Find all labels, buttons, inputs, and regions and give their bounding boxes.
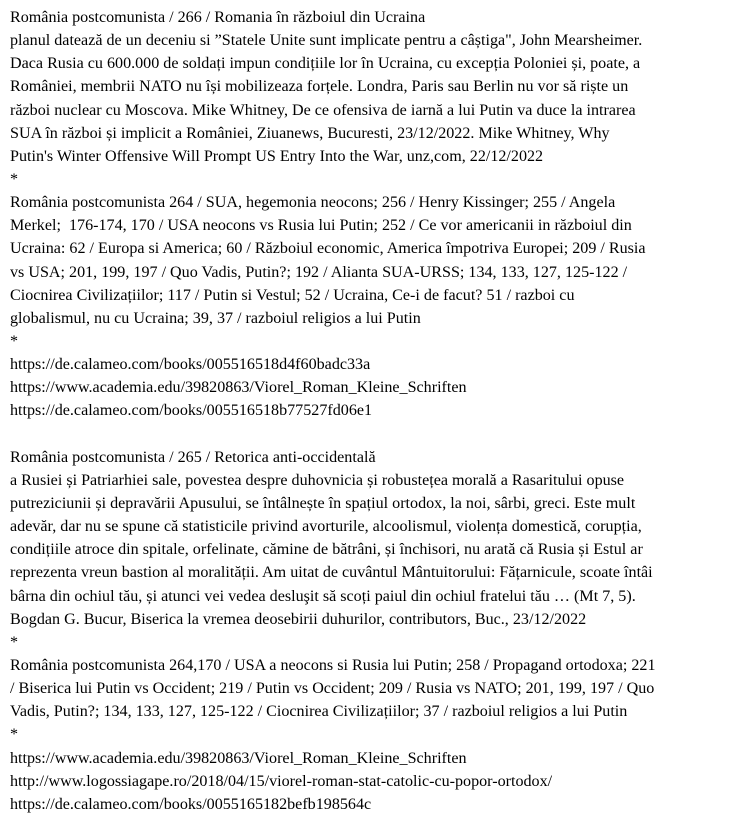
- reference-line: globalismul, nu cu Ucraina; 39, 37 / razboiul religios a lui Putin: [10, 309, 421, 327]
- blank-line: [10, 423, 756, 446]
- separator-asterisk: *: [10, 332, 19, 350]
- url-line: http://www.logossiagape.ro/2018/04/15/viorel-roman-stat-catolic-cu-popor-ortodox/: [10, 772, 553, 790]
- paragraph-line: planul datează de un deceniu si ”Statele Unite sunt implicate pentru a câștiga", John Mearsheimer.: [10, 32, 643, 50]
- reference-line: România postcomunista 264,170 / USA a neocons si Rusia lui Putin; 258 / Propagand ortodoxa; 221: [10, 656, 656, 674]
- separator-asterisk: *: [10, 170, 19, 188]
- paragraph-line: SUA în război și implicit a României, Ziuanews, Bucuresti, 23/12/2022. Mike Whitney, Why: [10, 124, 610, 142]
- reference-line: Vadis, Putin?; 134, 133, 127, 125-122 / Ciocnirea Civilizațiilor; 37 / razboiul religios a lui Putin: [10, 703, 628, 721]
- paragraph-line: putreziciunii și depravării Apusului, se întâlnește în spațiul ortodox, la noi, sârbi, greci. Este mult: [10, 494, 636, 512]
- reference-line: Ciocnirea Civilizațiilor; 117 / Putin si Vestul; 52 / Ucraina, Ce-i de facut? 51 / razboi cu: [10, 286, 575, 304]
- separator-asterisk: *: [10, 726, 19, 744]
- section-romania-266: [10, 6, 756, 423]
- paragraph-line: a Rusiei și Patriarhiei sale, povestea despre duhovnicia și robustețea morală a Rasaritului opuse: [10, 471, 625, 489]
- paragraph-line: României, membrii NATO nu își mobilizeaza forțele. Londra, Paris sau Berlin nu vor să riște un: [10, 78, 629, 96]
- url-line: https://www.academia.edu/39820863/Viorel_Roman_Kleine_Schriften: [10, 749, 467, 767]
- section-heading: România postcomunista / 265 / Retorica anti-occidentală: [10, 448, 376, 466]
- section-heading: România postcomunista / 266 / Romania în războiul din Ucraina: [10, 9, 426, 26]
- paragraph-line: reprezenta vreun bastion al moralității. Am uitat de cuvântul Mântuitorului: Fățarnicule, scoate întâi: [10, 564, 653, 582]
- reference-line: vs USA; 201, 199, 197 / Quo Vadis, Putin?; 192 / Alianta SUA-URSS; 134, 133, 127, 125-122 /: [10, 263, 628, 281]
- reference-line: România postcomunista 264 / SUA, hegemonia neocons; 256 / Henry Kissinger; 255 / Angela: [10, 194, 616, 212]
- url-line: https://www.academia.edu/39820863/Viorel_Roman_Kleine_Schriften: [10, 379, 467, 397]
- paragraph-line: Putin's Winter Offensive Will Prompt US Entry Into the War, unz,com, 22/12/2022: [10, 147, 544, 165]
- paragraph-line: Bogdan G. Bucur, Biserica la vremea deosebirii duhurilor, contributors, Buc., 23/12/2022: [10, 610, 587, 628]
- reference-line: / Biserica lui Putin vs Occident; 219 / Putin vs Occident; 209 / Rusia vs NATO; 201, 199, 197 / Quo: [10, 680, 655, 698]
- section-romania-265: [10, 446, 756, 816]
- reference-line: Ucraina: 62 / Europa si America; 60 / Războiul economic, America împotriva Europei; 209 / Rusia: [10, 240, 646, 258]
- separator-asterisk: *: [10, 633, 19, 651]
- url-line: https://de.calameo.com/books/0055165182befb198564c: [10, 795, 372, 813]
- paragraph-line: război nuclear cu Moscova. Mike Whitney, De ce ofensiva de iarnă a lui Putin va duce la intrarea: [10, 101, 636, 119]
- paragraph-line: adevăr, dar nu se spune că statisticile privind avorturile, alcoolismul, violența domestică, corupția,: [10, 518, 642, 536]
- paragraph-line: bârna din ochiul tău, și atunci vei vedea desluşit să scoți paiul din ochiul fratelui tău … (Mt 7, 5).: [10, 587, 636, 605]
- reference-line: Merkel; 176-174, 170 / USA neocons vs Rusia lui Putin; 252 / Ce vor americanii in războiul din: [10, 217, 632, 235]
- paragraph-line: Daca Rusia cu 600.000 de soldați impun condițiile lor în Ucraina, cu excepția Poloniei și, poate, a: [10, 55, 641, 73]
- url-line: https://de.calameo.com/books/005516518b77527fd06e1: [10, 402, 373, 420]
- url-line: https://de.calameo.com/books/005516518d4f60badc33a: [10, 356, 371, 374]
- paragraph-line: condițiile atroce din spitale, orfelinate, cămine de bătrâni, și închisori, nu arată că Rusia și Estul ar: [10, 541, 643, 559]
